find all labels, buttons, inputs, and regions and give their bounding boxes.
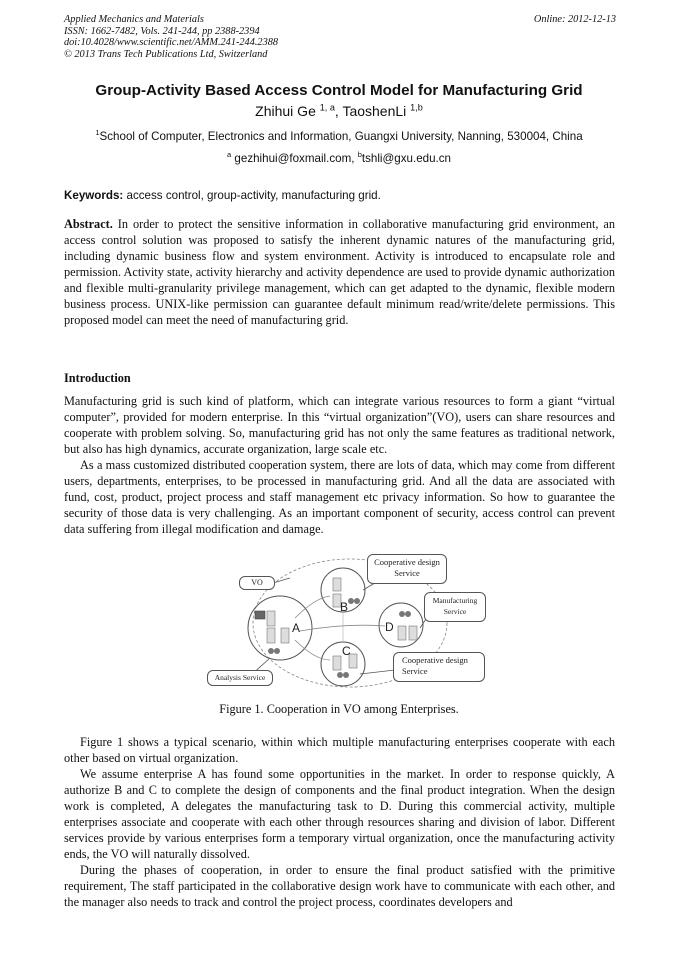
vo-label: VO bbox=[251, 578, 263, 587]
abstract-text: In order to protect the sensitive information in collaborative manufacturing grid environment, an access control solution was proposed to satisfy the inherent dynamic natures of the manufacturing grid, including dynamic business flow and system environment. Activity is introduced to encapsulate role and permission. Activity state, activity hierarchy and activity dependence are used to provide dynamic authorization and flexible multi-granularity privilege management, which can get adapted to the dynamic, flexible modern business process. UNIX-like permission can guarantee default minimum read/write/delete permissions. This proposed model can meet the need of manufacturing grid. bbox=[64, 217, 615, 327]
body-text bbox=[64, 734, 615, 910]
author-separator: , bbox=[334, 103, 343, 119]
paragraph: We assume enterprise A has found some opportunities in the market. In order to response quickly, A authorize B and C to complete the design of components and the final product integration. When the design work is completed, A delegates the manufacturing task to D. During this commercial activity, multiple enterprises associate and cooperate with each other through resources sharing and division of labor. Different services provide by various enterprises form a temporary virtual organization, once the manufacturing activity ends, the VO will naturally dissolved. bbox=[64, 767, 615, 861]
email-link[interactable]: tshli@gxu.edu.cn bbox=[361, 152, 452, 165]
email-sup: b bbox=[357, 150, 362, 160]
callout-line: Service bbox=[402, 666, 428, 676]
email-sup: a bbox=[226, 150, 232, 160]
author-name: TaoshenLi bbox=[342, 103, 407, 119]
callout-vo bbox=[239, 576, 275, 590]
keywords bbox=[64, 189, 381, 202]
paragraph: During the phases of cooperation, in order to ensure the final product satisfied with the primitive requirement, The staff participated in the collaborative design work have to communicate with each other, and the manager also needs to track and control the project process, coordinates developers and bbox=[64, 863, 615, 909]
callout-line: Service bbox=[394, 568, 420, 578]
figure-1-caption: Figure 1. Cooperation in VO among Enterprises. bbox=[219, 702, 459, 716]
paragraph: As a mass customized distributed cooperation system, there are lots of data, which may come from different users, departments, enterprises, to be processed in manufacturing grid. And all the data are associated with fund, cost, product, project process and staff management etc privacy information. So how to guarantee the security of those data is very challenging. As an important component of security, access control can prevent data suffering from illegal modification and damage. bbox=[64, 458, 615, 536]
doi-line: doi:10.4028/www.scientific.net/AMM.241-244.2388 bbox=[64, 37, 279, 48]
email-link[interactable]: gezhihui@foxmail.com bbox=[234, 152, 352, 165]
callout-cooperative-design-bottom bbox=[393, 652, 485, 682]
enterprise-a-label: A bbox=[292, 621, 301, 635]
online-date: Online: 2012-12-13 bbox=[533, 14, 616, 25]
analysis-label: Analysis Service bbox=[214, 673, 266, 682]
enterprise-c-label: C bbox=[342, 644, 351, 658]
enterprise-b-label: B bbox=[340, 600, 349, 614]
callout-cooperative-design-top bbox=[367, 554, 447, 584]
issn-line: ISSN: 1662-7482, Vols. 241-244, pp 2388-2394 bbox=[64, 25, 260, 37]
author-affil-sup: 1, a bbox=[319, 102, 335, 113]
callout-line: Service bbox=[443, 607, 467, 616]
callout-line: Manufacturing bbox=[432, 596, 478, 605]
enterprise-d-label: D bbox=[385, 620, 394, 634]
paragraph: Figure 1 shows a typical scenario, within which multiple manufacturing enterprises cooperate with each other based on virtual organization. bbox=[64, 735, 615, 765]
author-list bbox=[0, 103, 678, 119]
abstract-label: Abstract. bbox=[64, 217, 113, 231]
figure-1-diagram bbox=[195, 548, 485, 693]
keywords-label: Keywords: bbox=[64, 189, 124, 202]
introduction-body bbox=[64, 393, 615, 537]
callout-analysis-service bbox=[207, 670, 273, 686]
paragraph: Manufacturing grid is such kind of platform, which can integrate various resources to form a giant “virtual computer”, provided for modern enterprise. In this “virtual organization”(VO), users can share resources and cooperate with problem solving. So, manufacturing grid has not only the same features as traditional network, but also has high dynamics, accurate organization, large scale etc. bbox=[64, 394, 615, 456]
affiliation bbox=[0, 130, 678, 143]
callout-manufacturing bbox=[424, 592, 486, 622]
affiliation-text: School of Computer, Electronics and Information, Guangxi University, Nanning, 530004, China bbox=[99, 130, 583, 143]
email-list bbox=[0, 152, 678, 165]
section-heading-introduction: Introduction bbox=[64, 371, 131, 385]
abstract bbox=[64, 216, 615, 328]
callout-line: Cooperative design bbox=[374, 557, 440, 567]
copyright-line: © 2013 Trans Tech Publications Ltd, Switzerland bbox=[64, 48, 268, 60]
journal-header bbox=[64, 14, 616, 60]
affiliation-sup: 1 bbox=[95, 128, 100, 138]
journal-name: Applied Mechanics and Materials bbox=[64, 14, 204, 25]
callout-line: Cooperative design bbox=[402, 655, 468, 665]
email-separator: , bbox=[351, 152, 358, 165]
paper-title: Group-Activity Based Access Control Model for Manufacturing Grid bbox=[95, 82, 583, 99]
keywords-text: access control, group-activity, manufacturing grid. bbox=[126, 189, 381, 202]
author-affil-sup: 1,b bbox=[410, 102, 423, 113]
author-name: Zhihui Ge bbox=[255, 103, 316, 119]
